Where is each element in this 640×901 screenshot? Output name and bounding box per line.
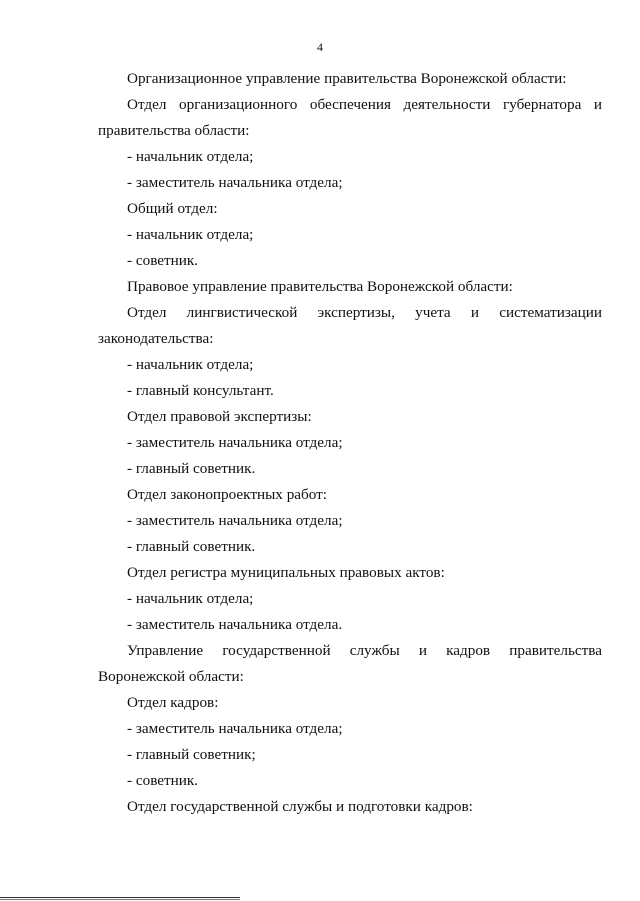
position-item: - начальник отдела; [127,590,254,607]
civil-service-department-line1 [98,638,602,664]
word: и [470,304,480,321]
footer-rule [0,899,240,900]
word: Управление [127,642,204,659]
linguistic-section-line1 [98,300,602,326]
position-item: - главный советник. [127,460,256,477]
legal-department-heading: Правовое управление правительства Воронежской области: [127,278,513,295]
position-item: - советник. [127,252,199,269]
word: организационного [179,96,298,113]
position-item: - начальник отдела; [127,148,254,165]
word: лингвистической [186,304,298,321]
general-section-heading: Общий отдел: [127,200,218,217]
position-item: - советник. [127,772,199,789]
personnel-section-heading: Отдел кадров: [127,694,219,711]
org-department-heading: Организационное управление правительства Воронежской области: [127,70,567,87]
word: кадров [446,642,491,659]
position-item: - заместитель начальника отдела. [127,616,343,633]
word: Отдел [127,304,167,321]
position-item: - заместитель начальника отдела; [127,720,343,737]
civil-service-department-line2: Воронежской области: [98,668,244,685]
page-number: 4 [317,40,323,54]
word: государственной [222,642,331,659]
document-body [98,66,602,820]
legal-expertise-section-heading: Отдел правовой экспертизы: [127,408,312,425]
position-item: - начальник отдела; [127,226,254,243]
legislative-section-heading: Отдел законопроектных работ: [127,486,328,503]
municipal-register-section-heading: Отдел регистра муниципальных правовых актов: [127,564,445,581]
word: и [593,96,602,113]
civil-service-training-section-heading: Отдел государственной службы и подготовки кадров: [127,798,473,815]
word: службы [349,642,400,659]
position-item: - главный советник; [127,746,256,763]
org-support-section-line1 [98,92,602,118]
word: Отдел [127,96,167,113]
position-item: - главный советник. [127,538,256,555]
position-item: - заместитель начальника отдела; [127,174,343,191]
linguistic-section-line2: законодательства: [98,330,214,347]
word: деятельности [403,96,491,113]
word: правительства [509,642,602,659]
position-item: - главный консультант. [127,382,274,399]
position-item: - заместитель начальника отдела; [127,512,343,529]
position-item: - заместитель начальника отдела; [127,434,343,451]
word: учета [415,304,451,321]
word: и [418,642,427,659]
org-support-section-line2: правительства области: [98,122,250,139]
footer-rule [0,897,240,898]
position-item: - начальник отдела; [127,356,254,373]
word: обеспечения [309,96,391,113]
word: губернатора [502,96,582,113]
word: экспертизы, [317,304,395,321]
word: систематизации [499,304,602,321]
